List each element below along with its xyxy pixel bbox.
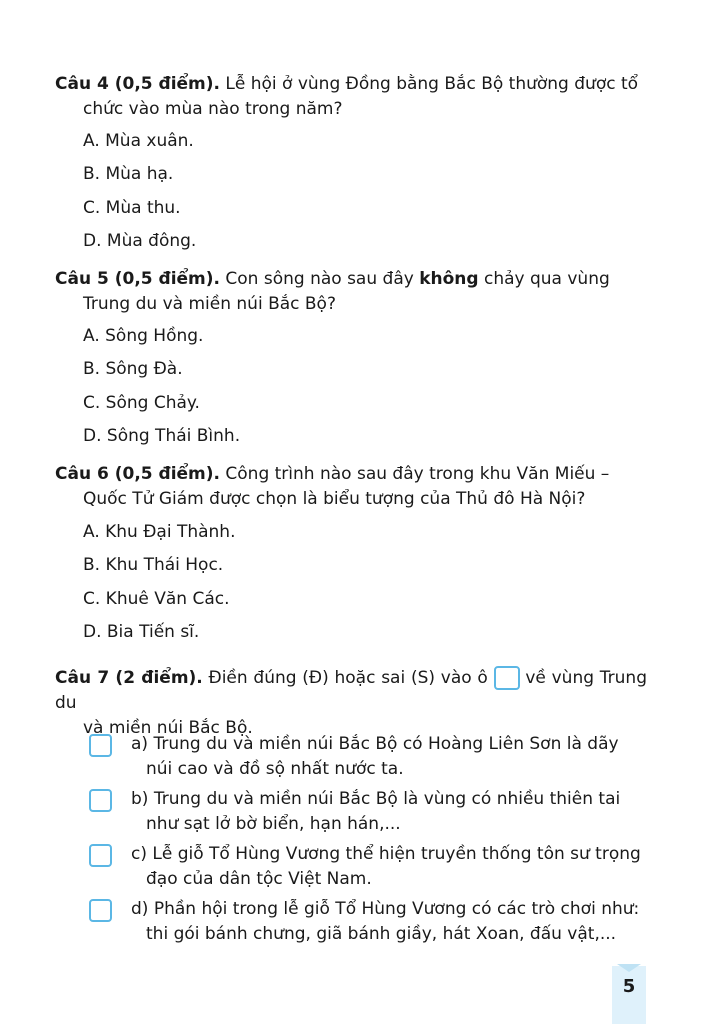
question-label: Câu 5 (0,5 điểm).	[55, 269, 220, 289]
answer-checkbox[interactable]	[89, 844, 112, 867]
question-label: Câu 7 (2 điểm).	[55, 668, 203, 688]
answer-checkbox[interactable]	[89, 734, 112, 757]
question-text: chảy qua vùng	[478, 269, 610, 289]
question-4	[55, 72, 647, 122]
option-a: A. Sông Hồng.	[83, 326, 204, 346]
page-number-tab	[612, 966, 646, 1024]
option-c: C. Khuê Văn Các.	[83, 589, 230, 609]
option-c: C. Sông Chảy.	[83, 393, 200, 413]
option-d: D. Sông Thái Bình.	[83, 426, 241, 446]
statement-text: d) Phần hội trong lễ giỗ Tổ Hùng Vương có các trò chơi như:	[131, 899, 640, 919]
question-text: Lễ hội ở vùng Đồng bằng Bắc Bộ thường được tổ	[220, 74, 639, 94]
option-d: D. Mùa đông.	[83, 231, 197, 251]
statement-text: b) Trung du và miền núi Bắc Bộ là vùng có nhiều thiên tai	[131, 789, 621, 809]
question-text: chức vào mùa nào trong năm?	[83, 99, 343, 119]
statement-d	[89, 897, 647, 947]
question-label: Câu 4 (0,5 điểm).	[55, 74, 220, 94]
question-text: Con sông nào sau đây	[220, 269, 420, 289]
statement-text: c) Lễ giỗ Tổ Hùng Vương thể hiện truyền thống tôn sư trọng	[131, 844, 641, 864]
emphasis: không	[419, 269, 479, 289]
question-7	[55, 666, 647, 741]
option-a: A. Khu Đại Thành.	[83, 522, 236, 542]
option-a: A. Mùa xuân.	[83, 131, 194, 151]
question-5	[55, 267, 647, 317]
answer-checkbox[interactable]	[89, 899, 112, 922]
question-text: Điền đúng (Đ) hoặc sai (S) vào ô	[202, 668, 494, 688]
statement-text: như sạt lở bờ biển, hạn hán,...	[146, 814, 401, 834]
statement-text: đạo của dân tộc Việt Nam.	[146, 869, 372, 889]
question-text: và miền núi Bắc Bộ.	[83, 718, 253, 738]
statement-text: núi cao và đồ sộ nhất nước ta.	[146, 759, 404, 779]
answer-box-icon	[494, 666, 520, 690]
option-b: B. Khu Thái Học.	[83, 555, 224, 575]
option-d: D. Bia Tiến sĩ.	[83, 622, 200, 642]
statement-text: a) Trung du và miền núi Bắc Bộ có Hoàng Liên Sơn là dãy	[131, 734, 619, 754]
question-text: Công trình nào sau đây trong khu Văn Miếu –	[220, 464, 610, 484]
answer-checkbox[interactable]	[89, 789, 112, 812]
option-b: B. Sông Đà.	[83, 359, 183, 379]
question-label: Câu 6 (0,5 điểm).	[55, 464, 220, 484]
question-text: về vùng Trung du	[55, 668, 647, 713]
statement-c	[89, 842, 647, 892]
statement-text: thi gói bánh chưng, giã bánh giầy, hát Xoan, đấu vật,...	[146, 924, 617, 944]
statement-b	[89, 787, 647, 837]
option-c: C. Mùa thu.	[83, 198, 181, 218]
page-number: 5	[622, 976, 636, 997]
statement-a	[89, 732, 647, 782]
option-b: B. Mùa hạ.	[83, 164, 174, 184]
question-text: Quốc Tử Giám được chọn là biểu tượng của Thủ đô Hà Nội?	[83, 489, 586, 509]
question-text: Trung du và miền núi Bắc Bộ?	[83, 294, 336, 314]
tab-notch-icon	[617, 964, 641, 972]
question-6	[55, 462, 647, 512]
